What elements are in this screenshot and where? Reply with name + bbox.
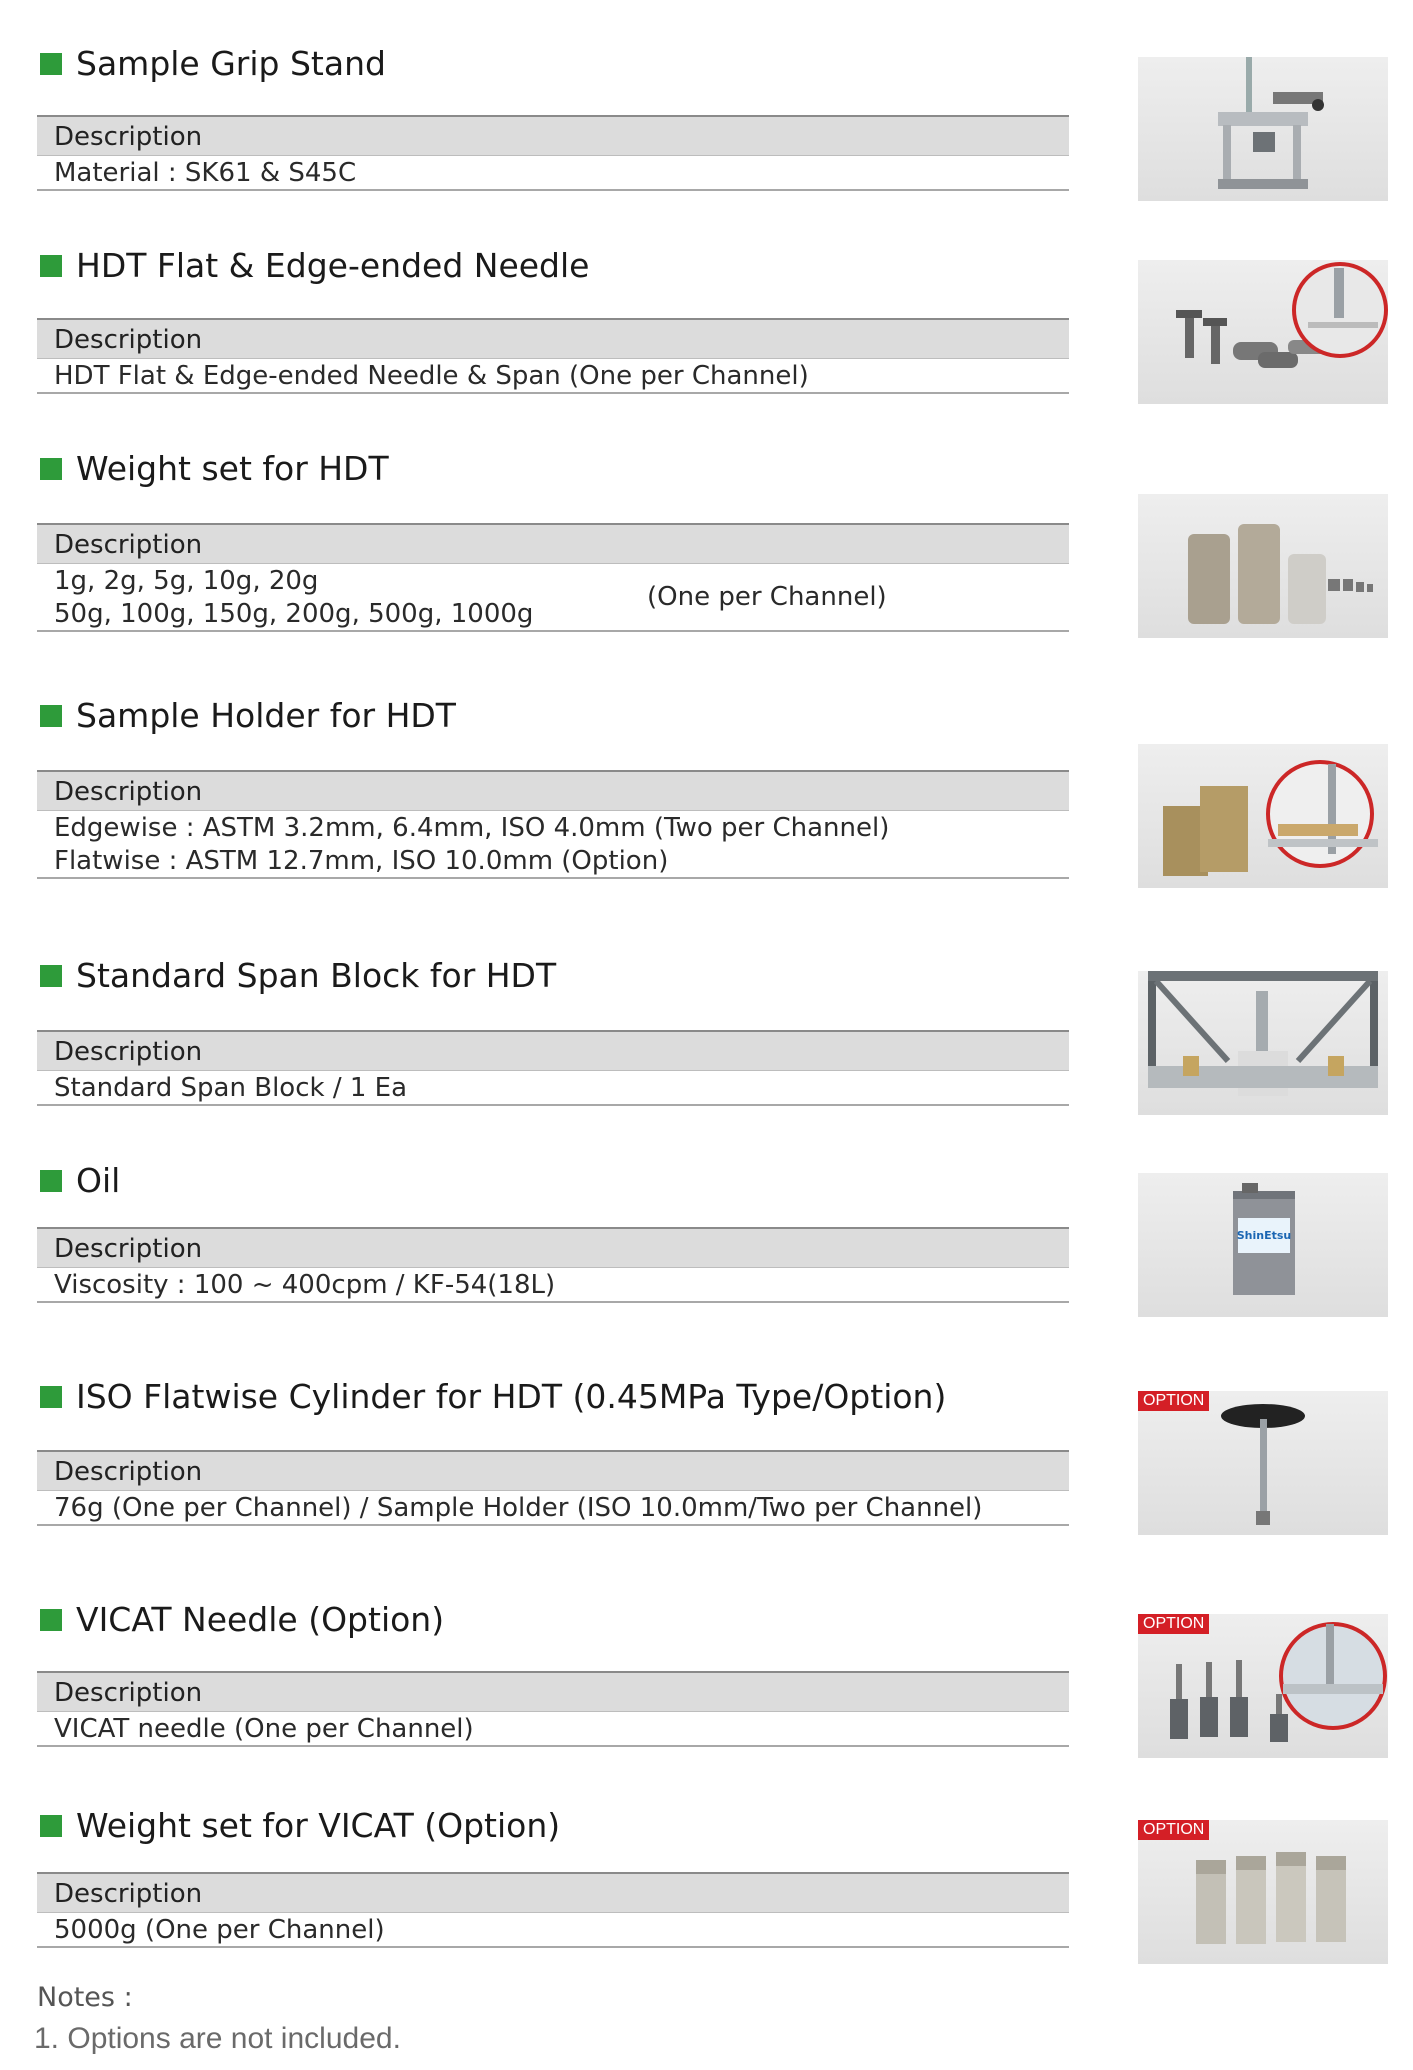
description-table	[37, 318, 1069, 394]
span-block-photo-icon	[1138, 971, 1388, 1115]
description-header: Description	[37, 1450, 1069, 1491]
grip-stand-photo-icon	[1138, 57, 1388, 201]
description-header: Description	[37, 1671, 1069, 1712]
bullet-square-icon	[40, 1609, 62, 1631]
section-title-text: Sample Holder for HDT	[76, 696, 456, 735]
description-line: Material : SK61 & S45C	[54, 158, 357, 188]
section-title-text: Sample Grip Stand	[76, 44, 386, 83]
weight-set-photo-icon	[1138, 494, 1388, 638]
section-title	[40, 1377, 946, 1416]
description-table	[37, 115, 1069, 191]
description-header: Description	[37, 523, 1069, 564]
vicat-weight-photo-icon	[1138, 1820, 1388, 1964]
oil-can-photo-icon	[1138, 1173, 1388, 1317]
section-title-text: ISO Flatwise Cylinder for HDT (0.45MPa Type/Option)	[76, 1377, 947, 1416]
bullet-square-icon	[40, 255, 62, 277]
section-title	[40, 1806, 560, 1845]
bullet-square-icon	[40, 705, 62, 727]
description-table	[37, 523, 1069, 632]
description-table	[37, 1030, 1069, 1106]
description-line: Standard Span Block / 1 Ea	[54, 1073, 408, 1103]
sample-holder-photo-icon	[1138, 744, 1388, 888]
bullet-square-icon	[40, 53, 62, 75]
note-item: 1. Options are not included.	[34, 2022, 401, 2055]
description-line: Flatwise : ASTM 12.7mm, ISO 10.0mm (Option)	[54, 846, 669, 876]
section-title	[40, 696, 456, 735]
cylinder-photo-icon	[1138, 1391, 1388, 1535]
needle-photo-icon	[1138, 260, 1388, 404]
section-title-text: Oil	[76, 1161, 121, 1200]
description-header: Description	[37, 1227, 1069, 1268]
description-body	[37, 1712, 1069, 1747]
description-body	[37, 1268, 1069, 1303]
description-line: 5000g (One per Channel)	[54, 1915, 385, 1945]
oil-can-label: ShinEtsu	[1236, 1229, 1292, 1242]
description-table	[37, 770, 1069, 879]
section-title	[40, 1161, 120, 1200]
description-line: VICAT needle (One per Channel)	[54, 1714, 474, 1744]
description-line: Edgewise : ASTM 3.2mm, 6.4mm, ISO 4.0mm (Two per Channel)	[54, 813, 890, 843]
description-line: 1g, 2g, 5g, 10g, 20g	[54, 566, 319, 596]
description-body	[37, 1491, 1069, 1526]
description-header: Description	[37, 1872, 1069, 1913]
section-title-text: Weight set for VICAT (Option)	[76, 1806, 561, 1845]
description-side-note: (One per Channel)	[647, 582, 887, 612]
bullet-square-icon	[40, 1170, 62, 1192]
description-line: 76g (One per Channel) / Sample Holder (ISO 10.0mm/Two per Channel)	[54, 1493, 983, 1523]
description-body	[37, 156, 1069, 191]
bullet-square-icon	[40, 965, 62, 987]
option-badge: OPTION	[1138, 1391, 1209, 1411]
section-title-text: HDT Flat & Edge-ended Needle	[76, 246, 590, 285]
section-title	[40, 956, 556, 995]
vicat-needle-photo-icon	[1138, 1614, 1388, 1758]
notes-label: Notes :	[37, 1982, 133, 2013]
bullet-square-icon	[40, 1386, 62, 1408]
description-header: Description	[37, 770, 1069, 811]
description-line: 50g, 100g, 150g, 200g, 500g, 1000g	[54, 599, 534, 629]
description-body	[37, 1913, 1069, 1948]
bullet-square-icon	[40, 1815, 62, 1837]
description-header: Description	[37, 318, 1069, 359]
description-line: Viscosity : 100 ~ 400cpm / KF-54(18L)	[54, 1270, 556, 1300]
description-body	[37, 1071, 1069, 1106]
description-body	[37, 811, 1069, 879]
section-title-text: VICAT Needle (Option)	[76, 1600, 445, 1639]
description-table	[37, 1671, 1069, 1747]
description-table	[37, 1450, 1069, 1526]
section-title	[40, 1600, 444, 1639]
description-body	[37, 564, 1069, 632]
description-line: HDT Flat & Edge-ended Needle & Span (One per Channel)	[54, 361, 809, 391]
bullet-square-icon	[40, 458, 62, 480]
description-header: Description	[37, 1030, 1069, 1071]
description-table	[37, 1872, 1069, 1948]
description-table	[37, 1227, 1069, 1303]
section-title-text: Standard Span Block for HDT	[76, 956, 557, 995]
section-title-text: Weight set for HDT	[76, 449, 389, 488]
section-title	[40, 44, 386, 83]
section-title	[40, 246, 589, 285]
section-title	[40, 449, 389, 488]
option-badge: OPTION	[1138, 1614, 1209, 1634]
description-body	[37, 359, 1069, 394]
description-header: Description	[37, 115, 1069, 156]
option-badge: OPTION	[1138, 1820, 1209, 1840]
